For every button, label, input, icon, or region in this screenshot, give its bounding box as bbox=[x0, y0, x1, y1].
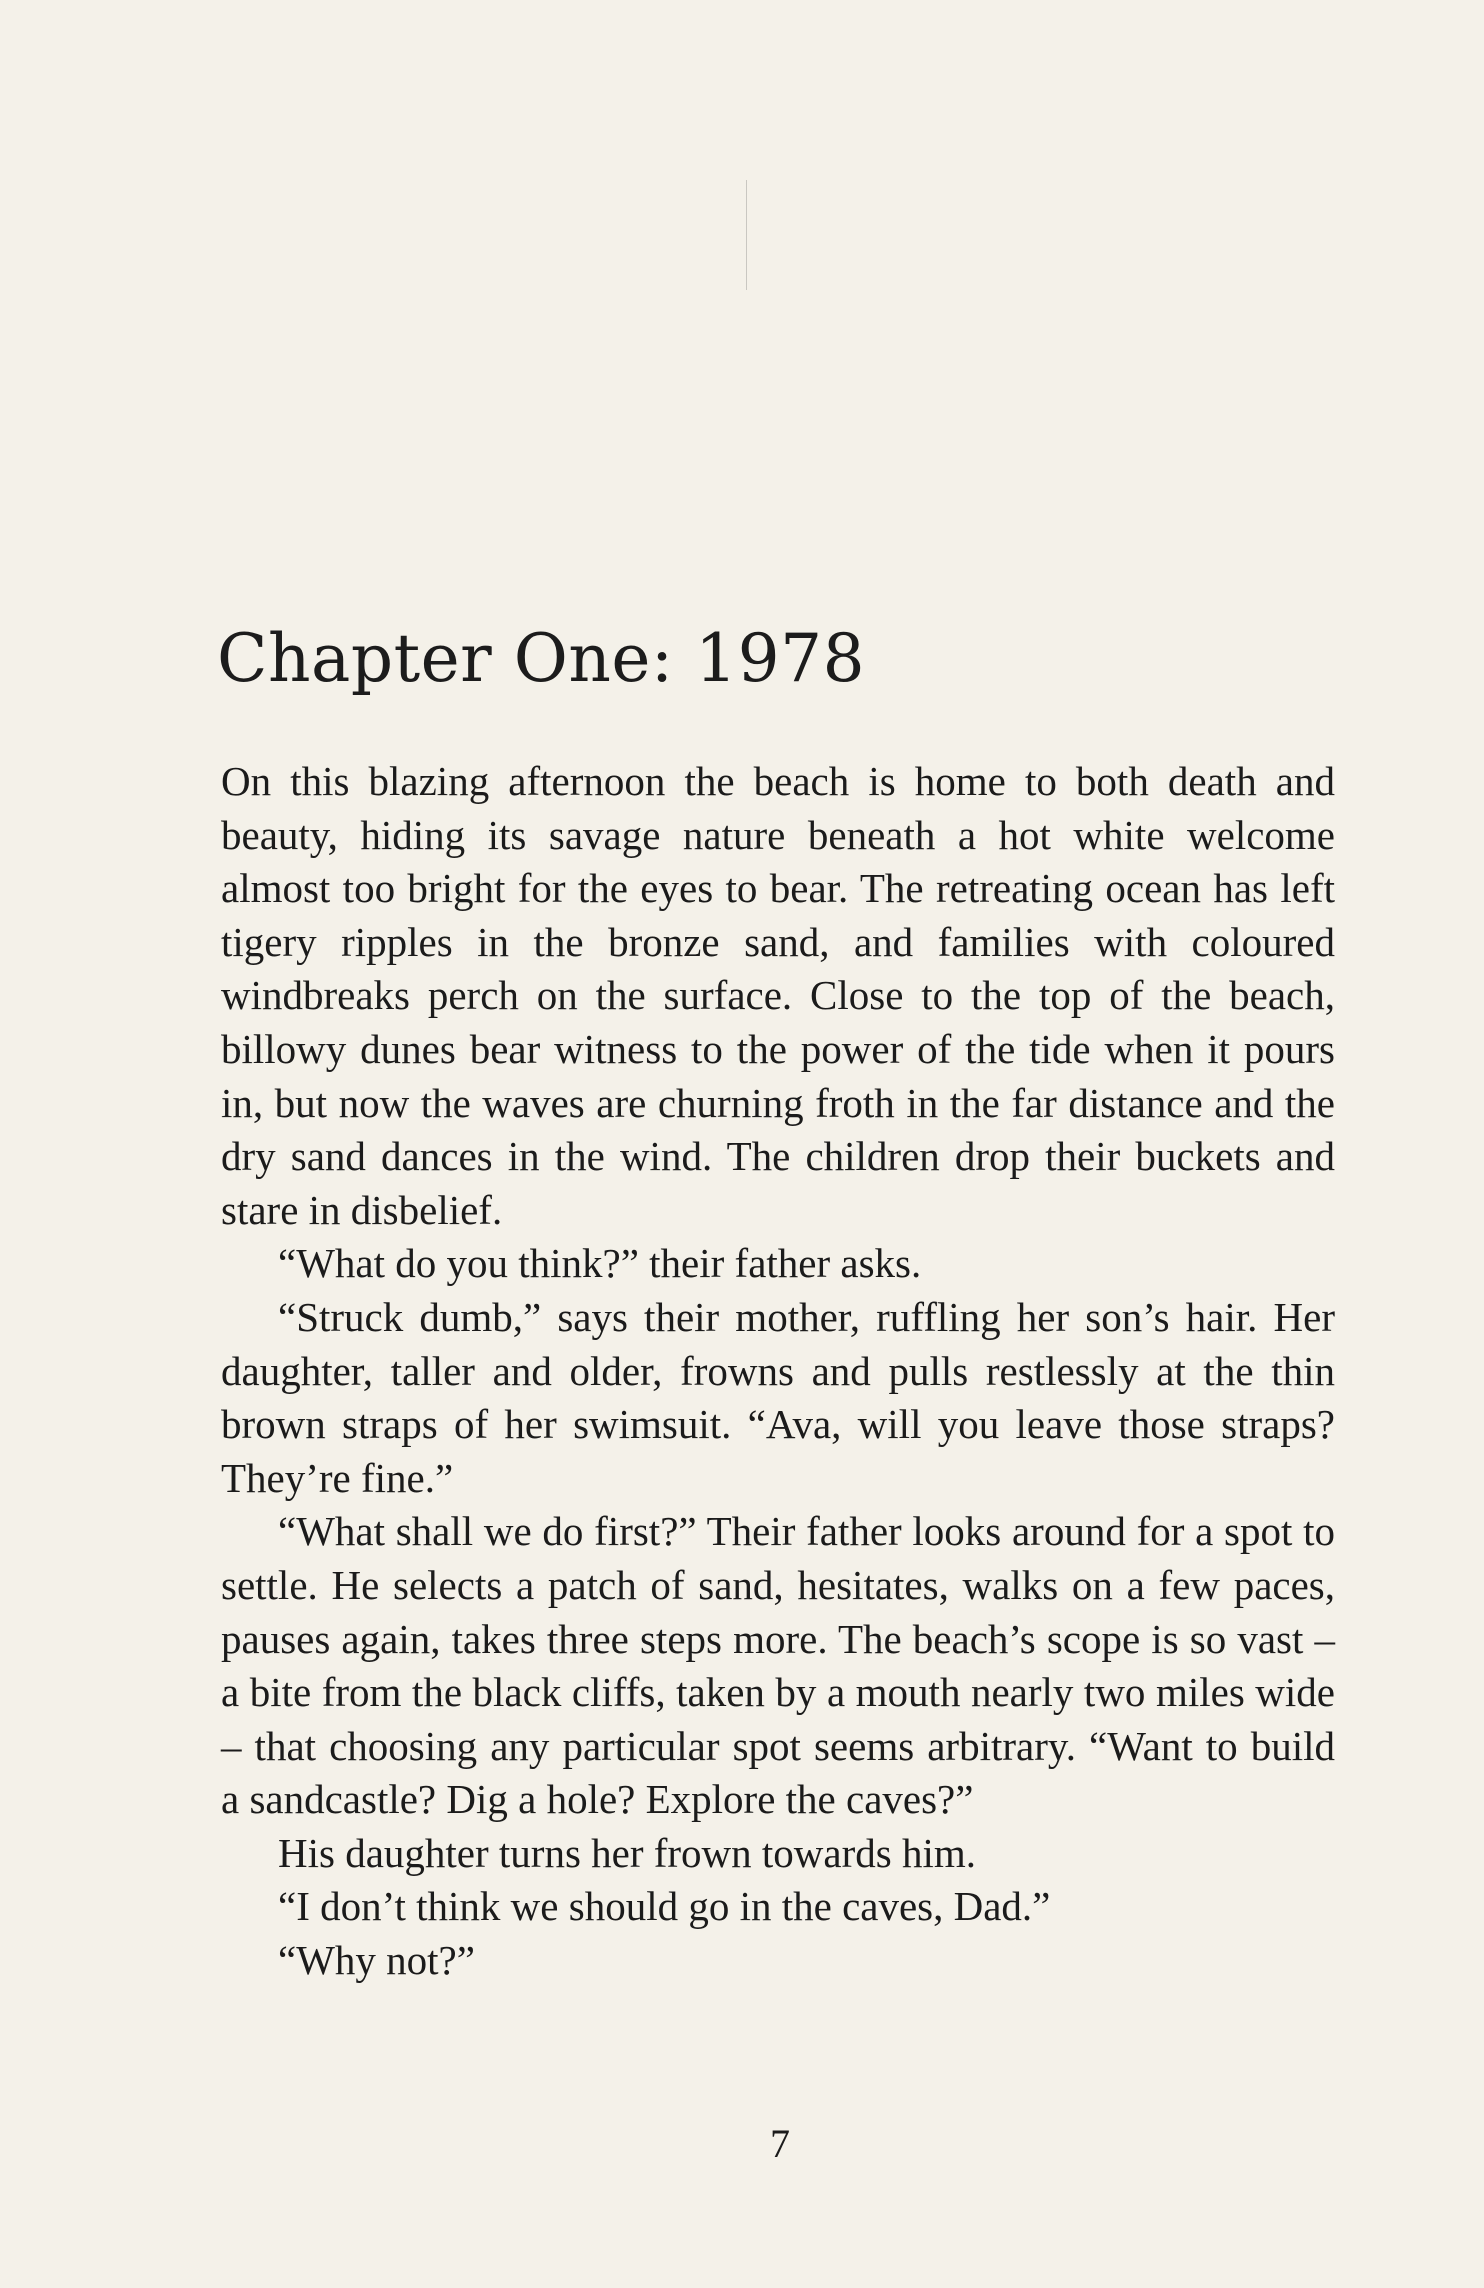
paragraph-dialogue: “What shall we do first?” Their father looks around for a spot to settle. He selects a patch of sand, hesitates, walks on a few paces, pauses again, takes three steps more. The beach’s scope is so vast – a bite from the black cliffs, taken by a mouth nearly two miles wide – that choosing any particular spot seems arbitrary. “Want to build a sandcastle? Dig a hole? Explore the caves?” bbox=[221, 1508, 1335, 1823]
paragraph-dialogue: “What do you think?” their father asks. bbox=[278, 1240, 922, 1287]
body-text bbox=[221, 755, 1335, 1988]
paragraph-dialogue: “I don’t think we should go in the caves, Dad.” bbox=[278, 1883, 1051, 1930]
paragraph-opening: On this blazing afternoon the beach is home to both death and beauty, hiding its savage nature beneath a hot white welcome almost too bright for the eyes to bear. The retreating ocean has left tigery ripples in the bronze sand, and families with coloured windbreaks perch on the surface. Close to the top of the beach, billowy dunes bear witness to the power of the tide when it pours in, but now the waves are churning froth in the far distance and the dry sand dances in the wind. The children drop their buckets and stare in disbelief. bbox=[221, 758, 1335, 1233]
chapter-title: Chapter One: 1978 bbox=[217, 620, 866, 697]
paragraph-dialogue: “Struck dumb,” says their mother, ruffling her son’s hair. Her daughter, taller and older, frowns and pulls restlessly at the thin brown straps of her swimsuit. “Ava, will you leave those straps? They’re fine.” bbox=[221, 1293, 1335, 1501]
paragraph-dialogue: “Why not?” bbox=[278, 1937, 475, 1984]
page-number: 7 bbox=[770, 2121, 790, 2166]
scan-artifact-line bbox=[746, 180, 747, 290]
paragraph-narration: His daughter turns her frown towards him. bbox=[278, 1829, 977, 1876]
